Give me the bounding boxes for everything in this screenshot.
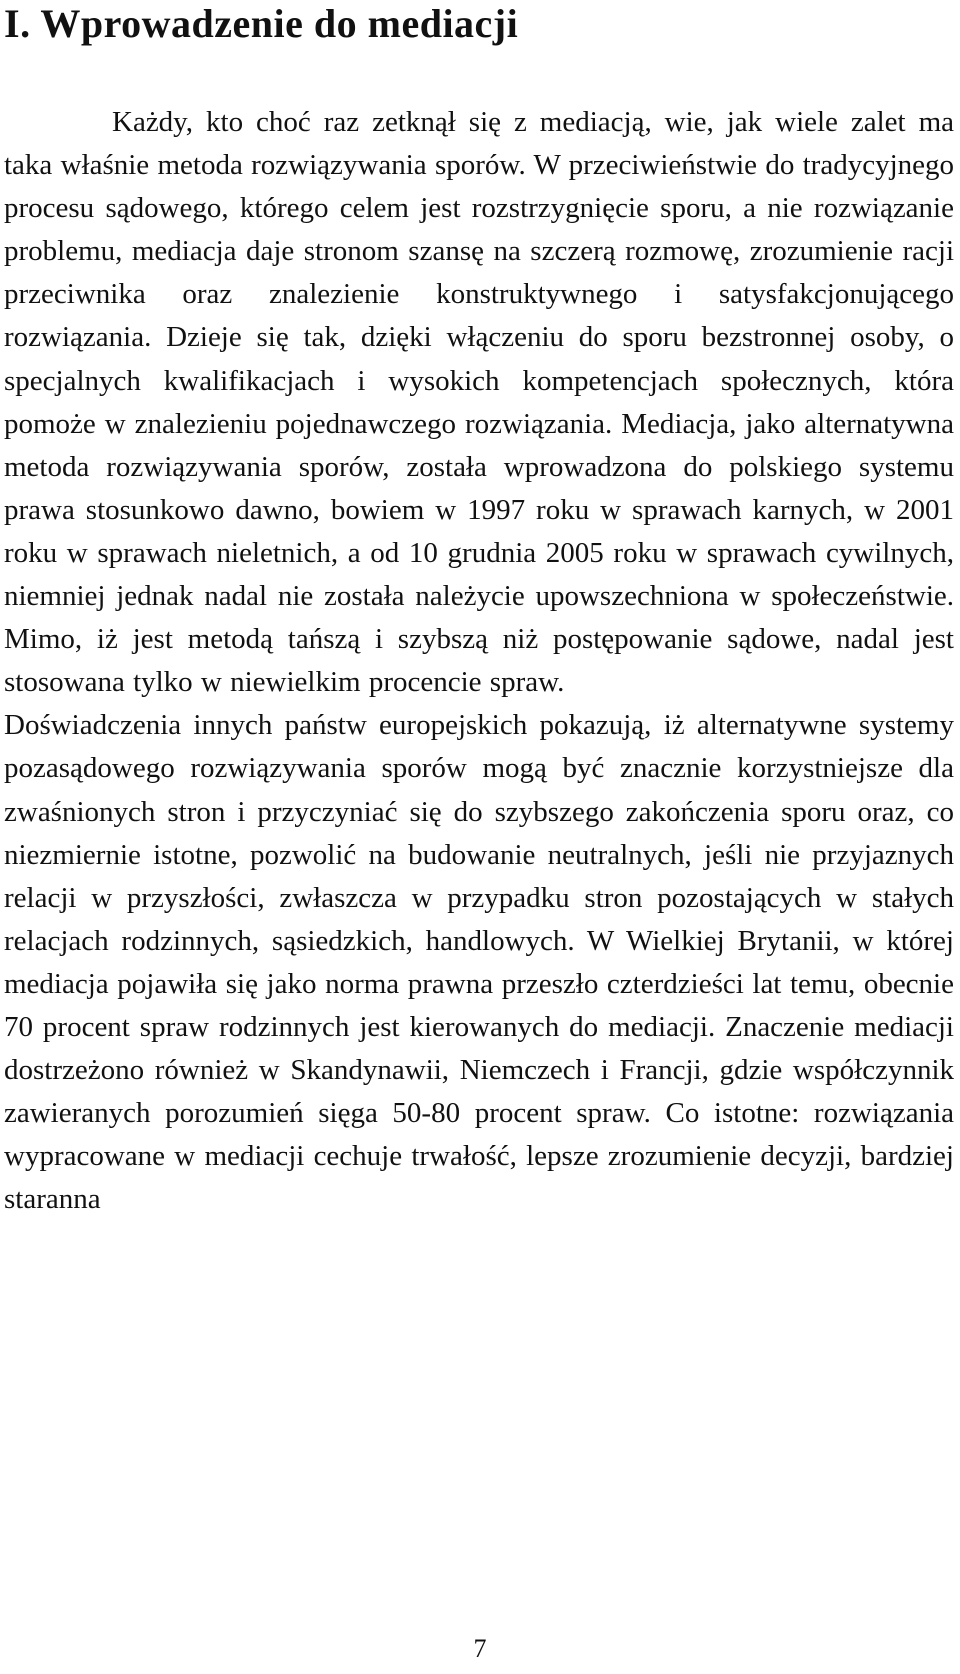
paragraph-1: Każdy, kto choć raz zetknął się z mediacją, wie, jak wiele zalet ma taka właśnie metoda rozwiązywania sporów. W przeciwieństwie do tradycyjnego procesu sądowego, którego celem jest rozstrzygnięcie sporu, a nie rozwiązanie problemu, mediacja daje stronom szansę na szczerą rozmowę, zrozumienie racji przeciwnika oraz znalezienie konstruktywnego i satysfakcjonującego rozwiązania. Dzieje się tak, dzięki włączeniu do sporu bezstronnej osoby, o specjalnych kwalifikacjach i wysokich kompetencjach społecznych, która pomoże w znalezieniu pojednawczego rozwiązania. Mediacja, jako alternatywna metoda rozwiązywania sporów, została wprowadzona do polskiego systemu prawa stosunkowo dawno, bowiem w 1997 roku w sprawach karnych, w 2001 roku w sprawach nieletnich, a od 10 grudnia 2005 roku w sprawach cywilnych, niemniej jednak nadal nie została należycie upowszechniona w społeczeństwie. Mimo, iż jest metodą tańszą i szybszą niż postępowanie sądowe, nadal jest stosowana tylko w niewielkim procencie spraw.: [4, 106, 954, 699]
body-text: [4, 101, 954, 1221]
page-number: 7: [473, 1634, 487, 1663]
section-heading: I. Wprowadzenie do mediacji: [4, 1, 519, 46]
paragraph-2: Doświadczenia innych państw europejskich pokazują, iż alternatywne systemy pozasądowego rozwiązywania sporów mogą być znacznie korzystniejsze dla zwaśnionych stron i przyczyniać się do szybszego zakończenia sporu oraz, co niezmiernie istotne, pozwolić na budowanie neutralnych, jeśli nie przyjaznych relacji w przyszłości, zwłaszcza w przypadku stron pozostających w stałych relacjach rodzinnych, sąsiedzkich, handlowych. W Wielkiej Brytanii, w której mediacja pojawiła się jako norma prawna przeszło czterdzieści lat temu, obecnie 70 procent spraw rodzinnych jest kierowanych do mediacji. Znaczenie mediacji dostrzeżono również w Skandynawii, Niemczech i Francji, gdzie współczynnik zawieranych porozumień sięga 50-80 procent spraw. Co istotne: rozwiązania wypracowane w mediacji cechuje trwałość, lepsze zrozumienie decyzji, bardziej staranna: [4, 709, 954, 1216]
